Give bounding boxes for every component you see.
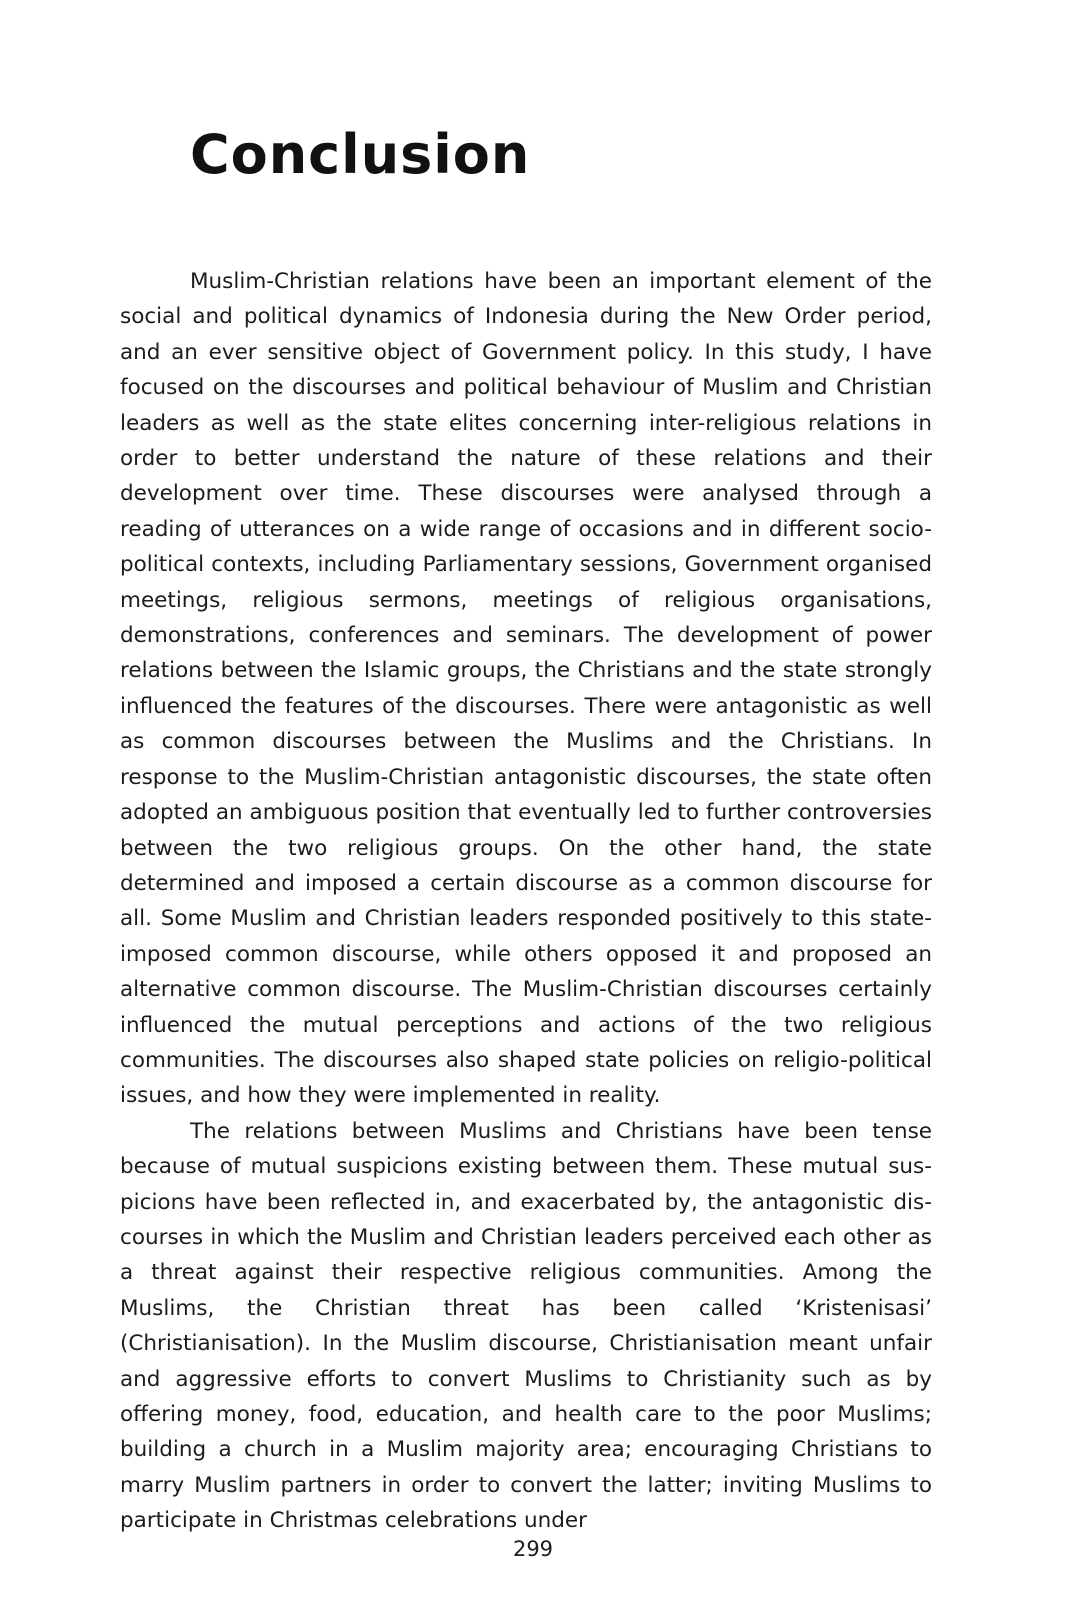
paragraph-2: The relations between Muslims and Christians have been tense because of mutual suspicions existing between them. These mutual suspicions have been reflected in, and exacerbated by, the antagonistic discourses in which the Muslim and Christian leaders perceived each other as a threat against their respective religious communities. Among the Muslims, the Christian threat has been called ‘Kristenisasi’ (Christianisation). In the Muslim discourse, Christianisation meant unfair and aggressive efforts to convert Muslims to Christianity such as by offering money, food, education, and health care to the poor Muslims; building a church in a Muslim majority area; encouraging Christians to marry Muslim partners in order to convert the latter; inviting Muslims to participate in Christmas celebrations under xyxy=(120,1118,932,1534)
paragraph-1: Muslim-Christian relations have been an important element of the social and political dynamics of Indonesia during the New Order period, and an ever sensitive object of Government policy. In this study, I have focused on the discourses and political behaviour of Muslim and Christian leaders as well as the state elites concerning inter-religious relations in order to better understand the nature of these relations and their development over time. These discourses were analysed through a reading of utterances on a wide range of occasions and in different socio-political contexts, including Parliamentary sessions, Government organised meetings, religious sermons, meetings of religious organisations, demonstrations, conferences and seminars. The development of power relations between the Islamic groups, the Christians and the state strongly influenced the features of the discourses. There were antagonistic as well as common discourses between the Muslims and the Christians. In response to the Muslim-Christian antagonistic discourses, the state often adopted an ambiguous position that eventually led to further controversies between the two religious groups. On the other hand, the state determined and imposed a certain discourse as a common discourse for all. Some Muslim and Christian leaders responded positively to this state-imposed common discourse, while others opposed it and proposed an alternative common discourse. The Muslim-Christian discourses certainly influenced the mutual perceptions and actions of the two religious communities. The discourses also shaped state policies on religio-political issues, and how they were implemented in reality. xyxy=(120,269,932,1109)
body-text xyxy=(120,264,932,1539)
chapter-title: Conclusion xyxy=(190,123,531,186)
page-number: 299 xyxy=(512,1537,554,1561)
